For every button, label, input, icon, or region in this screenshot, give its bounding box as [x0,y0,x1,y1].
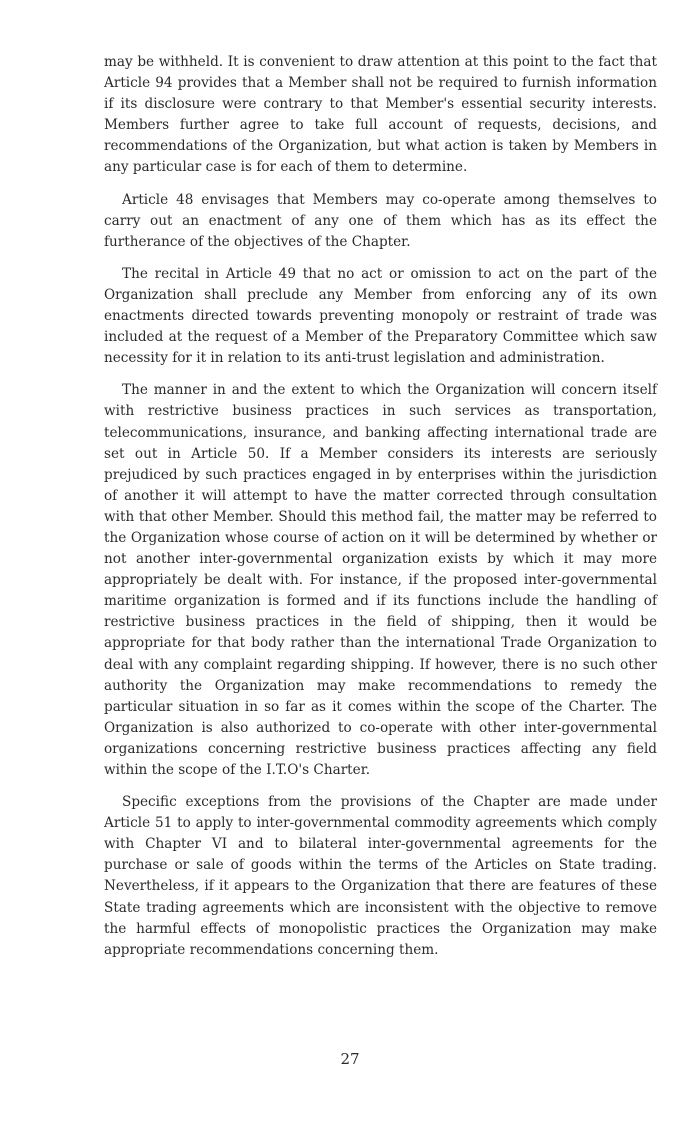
paragraph-article-50: The manner in and the extent to which the Organization will concern itself with restrictive business practices in such services as transportation, telecommunications, insurance, and banking affecting international trade are set out in Article 50. If a Member considers its interests are seriously prejudiced by such practices engaged in by enterprises within the jurisdiction of another it will attempt to have the matter corrected through consultation with that other Member. Should this method fail, the matter may be referred to the Organization whose course of action on it will be determined by whether or not another inter-governmental organization exists by which it may more appropriately be dealt with. For instance, if the proposed inter-governmental maritime organization is formed and if its functions include the handling of restrictive business practices in the field of shipping, then it would be appropriate for that body rather than the international Trade Organization to deal with any complaint regarding shipping. If however, there is no such other authority the Organization may make recommendations to remedy the particular situation in so far as it comes within the scope of the Charter. The Organization is also authorized to co-operate with other inter-governmental organizations concerning restrictive business practices affecting any field within the scope of the I.T.O's Charter. [104,382,657,778]
paragraph-continued-withheld: may be withheld. It is convenient to draw attention at this point to the fact that Article 94 provides that a Member shall not be required to furnish information if its disclosure were contrary to that Member's essential security interests. Members further agree to take full account of requests, decisions, and recommendations of the Organization, but what action is taken by Members in any particular case is for each of them to determine. [104,54,657,176]
page-number: 27 [340,1050,360,1068]
paragraph-article-51: Specific exceptions from the provisions of the Chapter are made under Article 51 to apply to inter-governmental commodity agreements which comply with Chapter VI and to bilateral inter-governmental agreements for the purchase or sale of goods within the terms of the Articles on State trading. Nevertheless, if it appears to the Organization that there are features of these State trading agreements which are inconsistent with the objective to remove the harmful effects of monopolistic practices the Organization may make appropriate recommendations concerning them. [104,794,657,958]
page-body [104,52,657,961]
paragraph-article-49: The recital in Article 49 that no act or omission to act on the part of the Organization shall preclude any Member from enforcing any of its own enactments directed towards preventing monopoly or restraint of trade was included at the request of a Member of the Preparatory Committee which saw necessity for it in relation to its anti-trust legislation and administration. [104,265,657,367]
paragraph-article-48: Article 48 envisages that Members may co-operate among themselves to carry out an enactment of any one of them which has as its effect the furtherance of the objectives of the Chapter. [104,191,657,250]
